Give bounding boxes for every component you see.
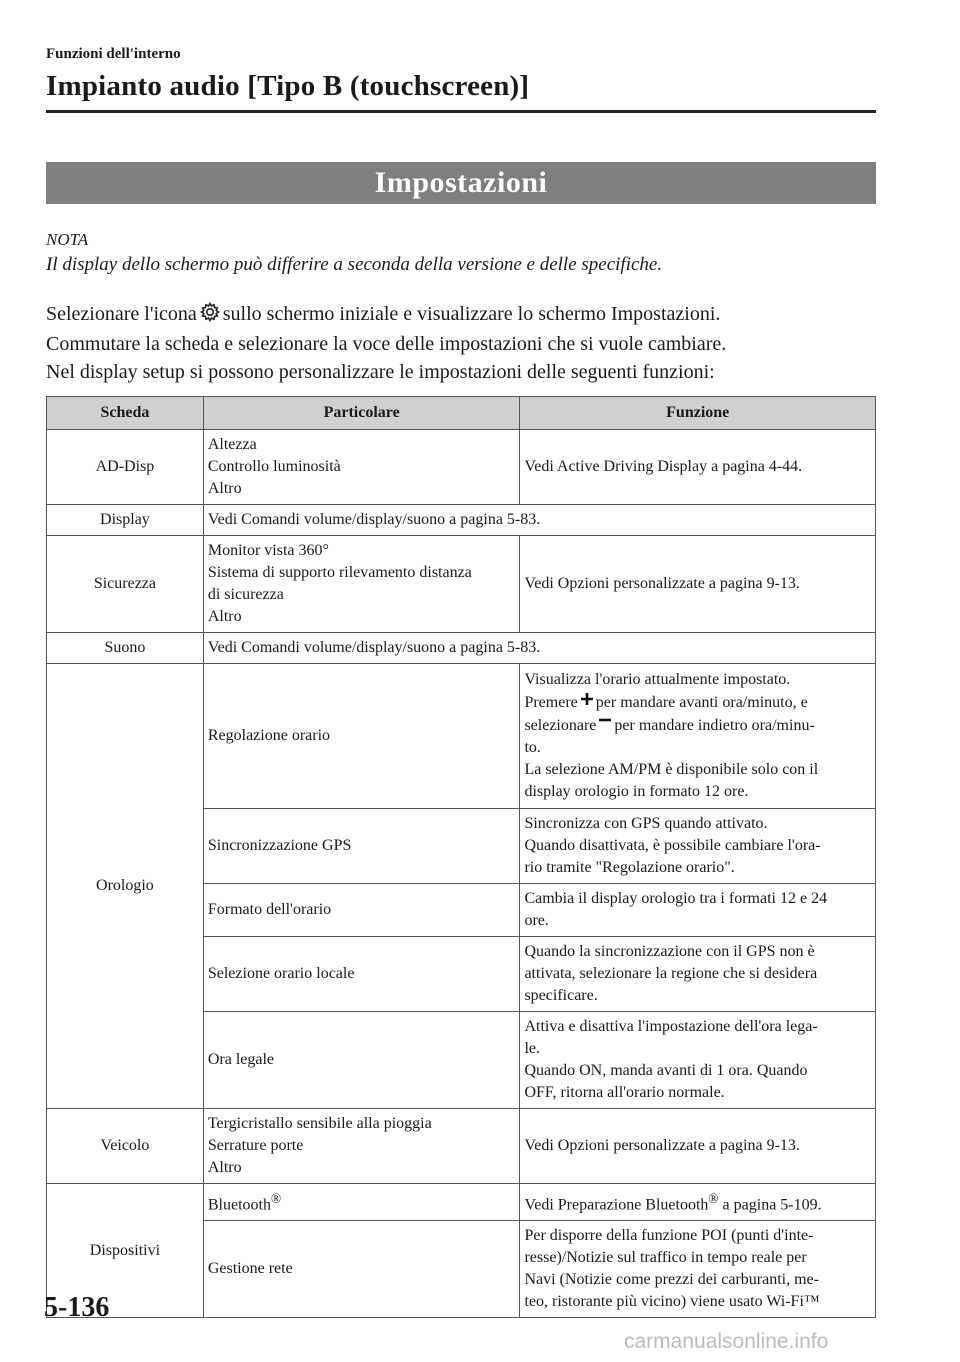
function-line xyxy=(524,691,871,714)
tab-cell: Suono xyxy=(47,633,204,664)
item-cell xyxy=(203,1184,520,1221)
table-row xyxy=(47,430,876,505)
item-cell: Sincronizzazione GPS xyxy=(203,809,520,884)
table-header-row xyxy=(47,397,876,430)
function-line xyxy=(524,714,871,737)
page-number: 5-136 xyxy=(44,1292,110,1323)
function-text: selezionare xyxy=(524,717,597,734)
item-cell: Ora legale xyxy=(203,1012,520,1109)
page-title: Impianto audio [Tipo B (touchscreen)] xyxy=(46,70,530,102)
function-text: per mandare indietro ora/minu- xyxy=(614,717,815,734)
note-label: NOTA xyxy=(46,230,89,249)
title-divider xyxy=(46,110,876,113)
table-row xyxy=(47,1184,876,1221)
tab-cell: AD-Disp xyxy=(47,430,204,505)
function-cell: Vedi Comandi volume/display/suono a pagina 5-83. xyxy=(203,633,875,664)
function-text: Vedi Preparazione Bluetooth xyxy=(524,1196,709,1214)
table-row xyxy=(47,505,876,536)
registered-mark: ® xyxy=(270,1191,282,1206)
header-funzione: Funzione xyxy=(520,397,876,430)
registered-mark: ® xyxy=(708,1191,719,1206)
tab-cell: Display xyxy=(47,505,204,536)
intro-line-2: Commutare la scheda e selezionare la voce delle impostazioni che si vuole cambiare. xyxy=(46,333,727,355)
watermark: carmanualsonline.info xyxy=(624,1330,829,1353)
tab-cell: Dispositivi xyxy=(47,1184,204,1318)
function-cell: Per disporre della funzione POI (punti d'inte- resse)/Notizie sul traffico in tempo reale per Navi (Notizie come prezzi dei carburanti, me- teo, ristorante più vicino) viene usato Wi-Fi™ xyxy=(520,1221,876,1318)
tab-cell: Sicurezza xyxy=(47,536,204,633)
note-text: Il display dello schermo può differire a seconda della versione e delle specifiche. xyxy=(46,254,663,275)
function-text: Premere xyxy=(524,694,578,711)
function-text: a pagina 5-109. xyxy=(718,1196,822,1214)
function-line: Visualizza l'orario attualmente impostato. xyxy=(524,671,791,688)
settings-table xyxy=(46,396,876,1318)
function-cell xyxy=(520,1184,876,1221)
intro-line-1-after: sullo schermo iniziale e visualizzare lo schermo Impostazioni. xyxy=(222,303,721,325)
table-row xyxy=(47,633,876,664)
item-cell: Gestione rete xyxy=(203,1221,520,1318)
header-scheda: Scheda xyxy=(47,397,204,430)
item-text: Bluetooth xyxy=(207,1196,271,1214)
tab-cell: Orologio xyxy=(47,664,204,1109)
header-particolare: Particolare xyxy=(203,397,520,430)
gear-icon xyxy=(199,301,221,323)
item-cell: Tergicristallo sensibile alla pioggia Serrature porte Altro xyxy=(203,1109,520,1184)
function-cell: Quando la sincronizzazione con il GPS non è attivata, selezionare la regione che si desidera specificare. xyxy=(520,937,876,1012)
function-line: La selezione AM/PM è disponibile solo con il display orologio in formato 12 ore. xyxy=(524,761,819,800)
table-row xyxy=(47,1109,876,1184)
tab-cell: Veicolo xyxy=(47,1109,204,1184)
function-text: per mandare avanti ora/minuto, e xyxy=(595,694,808,711)
intro-line-1 xyxy=(46,300,876,328)
function-cell xyxy=(520,664,876,809)
function-cell: Vedi Opzioni personalizzate a pagina 9-13. xyxy=(520,1109,876,1184)
table-row xyxy=(47,536,876,633)
function-cell: Vedi Opzioni personalizzate a pagina 9-13. xyxy=(520,536,876,633)
function-cell: Cambia il display orologio tra i formati 12 e 24 ore. xyxy=(520,884,876,937)
function-cell: Vedi Active Driving Display a pagina 4-44. xyxy=(520,430,876,505)
function-cell: Sincronizza con GPS quando attivato. Quando disattivata, è possibile cambiare l'ora- rio tramite "Regolazione orario". xyxy=(520,809,876,884)
function-cell: Vedi Comandi volume/display/suono a pagina 5-83. xyxy=(203,505,875,536)
table-row xyxy=(47,664,876,809)
minus-icon xyxy=(598,714,612,728)
plus-icon xyxy=(580,691,594,705)
item-cell: Monitor vista 360° Sistema di supporto rilevamento distanza di sicurezza Altro xyxy=(203,536,520,633)
intro-line-1-before: Selezionare l'icona xyxy=(46,303,197,325)
item-cell: Selezione orario locale xyxy=(203,937,520,1012)
function-cell: Attiva e disattiva l'impostazione dell'ora lega- le. Quando ON, manda avanti di 1 ora. Quando OFF, ritorna all'orario normale. xyxy=(520,1012,876,1109)
intro-line-3: Nel display setup si possono personalizzare le impostazioni delle seguenti funzioni: xyxy=(46,361,715,383)
item-cell: Altezza Controllo luminosità Altro xyxy=(203,430,520,505)
function-line: to. xyxy=(524,739,541,756)
item-cell: Regolazione orario xyxy=(203,664,520,809)
item-cell: Formato dell'orario xyxy=(203,884,520,937)
section-banner: Impostazioni xyxy=(46,162,876,204)
section-label: Funzioni dell'interno xyxy=(46,46,181,62)
